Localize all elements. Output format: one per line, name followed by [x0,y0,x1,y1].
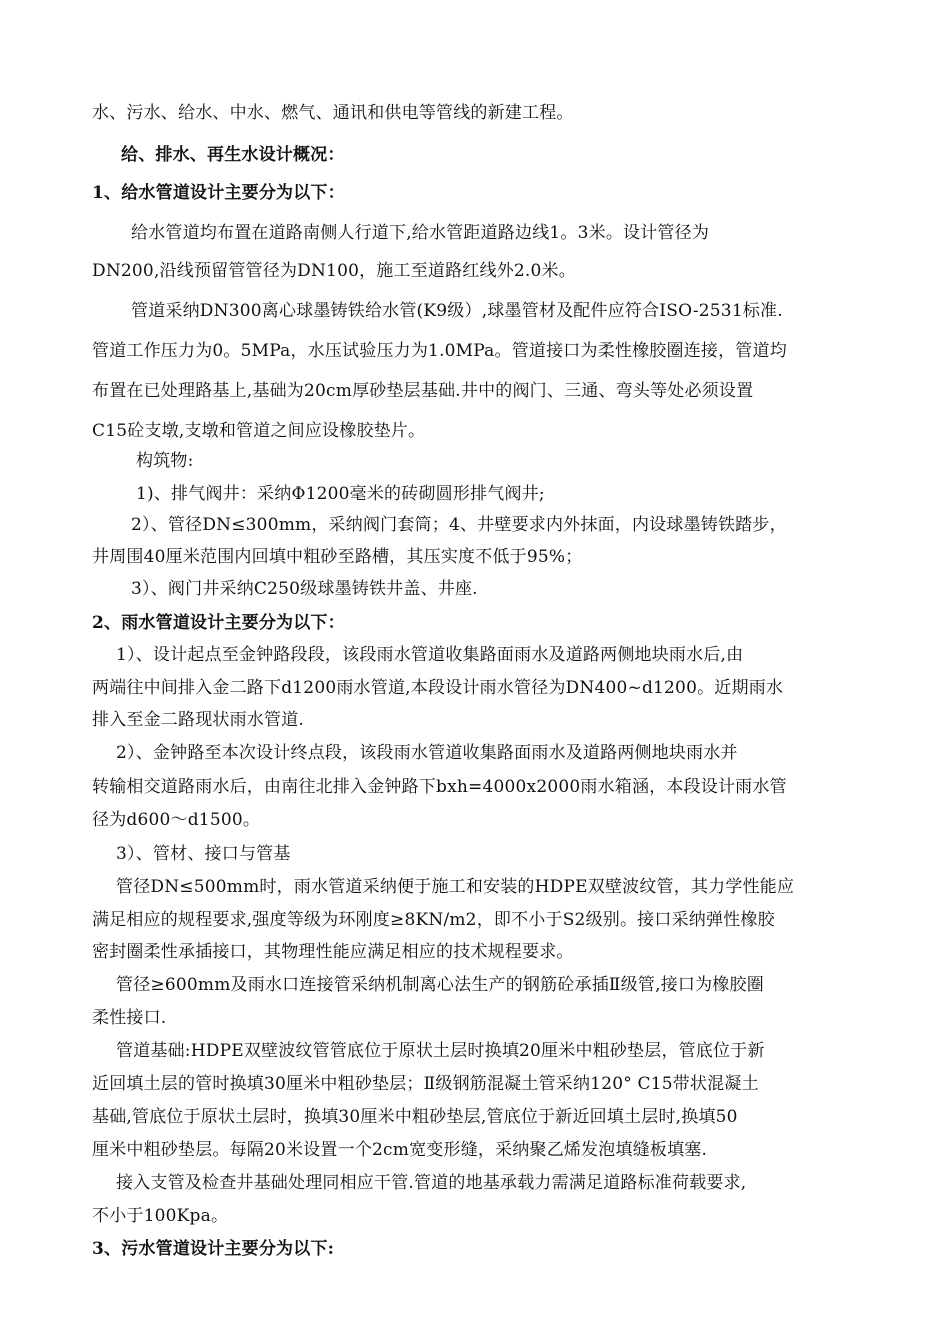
list-item: 2）、管径DN≤300mm，采纳阀门套筒；4、井壁要求内外抹面，内设球墨铸铁踏步， [131,515,787,535]
text-line: 排入至金二路现状雨水管道. [92,710,305,730]
text-line: 管道采纳DN300离心球墨铸铁给水管(K9级）,球墨管材及配件应符合ISO-2531标准. [131,301,783,321]
section-heading: 3、污水管道设计主要分为以下: [92,1239,335,1259]
text-line: 厘米中粗砂垫层。每隔20米设置一个2cm宽变形缝，采纳聚乙烯发泡填缝板填塞. [92,1140,708,1160]
section-heading: 2、雨水管道设计主要分为以下： [92,613,345,633]
text-line: 转输相交道路雨水后，由南往北排入金钟路下bxh=4000x2000雨水箱涵，本段设计雨水管 [92,777,787,797]
section-heading: 给、排水、再生水设计概况： [121,145,345,165]
list-item: 3）、阀门井采纳C250级球墨铸铁井盖、井座. [131,579,478,599]
list-item: 1)、排气阀井：采纳Φ1200毫米的砖砌圆形排气阀井; [136,484,545,504]
text-line: 管道工作压力为0。5MPa，水压试验压力为1.0MPa。管道接口为柔性橡胶圈连接，管道均 [92,341,787,361]
text-line: 两端往中间排入金二路下d1200雨水管道,本段设计雨水管径为DN400~d1200。近期雨水 [92,678,784,698]
text-line: 不小于100Kpa。 [92,1206,229,1226]
text-line: 管径≥600mm及雨水口连接管采纳机制离心法生产的钢筋砼承插Ⅱ级管,接口为橡胶圈 [116,975,764,995]
list-item: 3）、管材、接口与管基 [116,844,291,864]
text-line: 给水管道均布置在道路南侧人行道下,给水管距道路边线1。3米。设计管径为 [131,223,710,243]
section-heading: 1、给水管道设计主要分为以下： [92,183,345,203]
text-line: 水、污水、给水、中水、燃气、通讯和供电等管线的新建工程。 [92,103,574,123]
text-line: 满足相应的规程要求,强度等级为环刚度≥8KN/m2，即不小于S2级别。接口采纳弹性橡胶 [92,910,775,930]
text-line: 密封圈柔性承插接口，其物理性能应满足相应的技术规程要求。 [92,942,574,962]
list-item: 2）、金钟路至本次设计终点段，该段雨水管道收集路面雨水及道路两侧地块雨水并 [116,743,738,763]
text-line: 近回填土层的管时换填30厘米中粗砂垫层；Ⅱ级钢筋混凝土管采纳120° C15带状混凝土 [92,1074,759,1094]
text-line: 柔性接口. [92,1008,167,1028]
text-line: C15砼支墩,支墩和管道之间应设橡胶垫片。 [92,421,426,441]
text-line: 径为d600～d1500。 [92,810,261,830]
text-line: 构筑物: [136,451,194,471]
text-line: 管道基础:HDPE双壁波纹管管底位于原状土层时换填20厘米中粗砂垫层，管底位于新 [116,1041,765,1061]
text-line: 基础,管底位于原状土层时，换填30厘米中粗砂垫层,管底位于新近回填土层时,换填50 [92,1107,738,1127]
text-line: 管径DN≤500mm时，雨水管道采纳便于施工和安装的HDPE双壁波纹管，其力学性能应 [116,877,795,897]
text-line: DN200,沿线预留管管径为DN100，施工至道路红线外2.0米。 [92,261,576,281]
list-item: 1）、设计起点至金钟路段段，该段雨水管道收集路面雨水及道路两侧地块雨水后,由 [116,645,744,665]
text-line: 接入支管及检查井基础处理同相应干管.管道的地基承载力需满足道路标准荷载要求, [116,1173,747,1193]
text-line: 井周围40厘米范围内回填中粗砂至路槽，其压实度不低于95%； [92,547,583,567]
text-line: 布置在已处理路基上,基础为20cm厚砂垫层基础.井中的阀门、三通、弯头等处必须设置 [92,381,754,401]
